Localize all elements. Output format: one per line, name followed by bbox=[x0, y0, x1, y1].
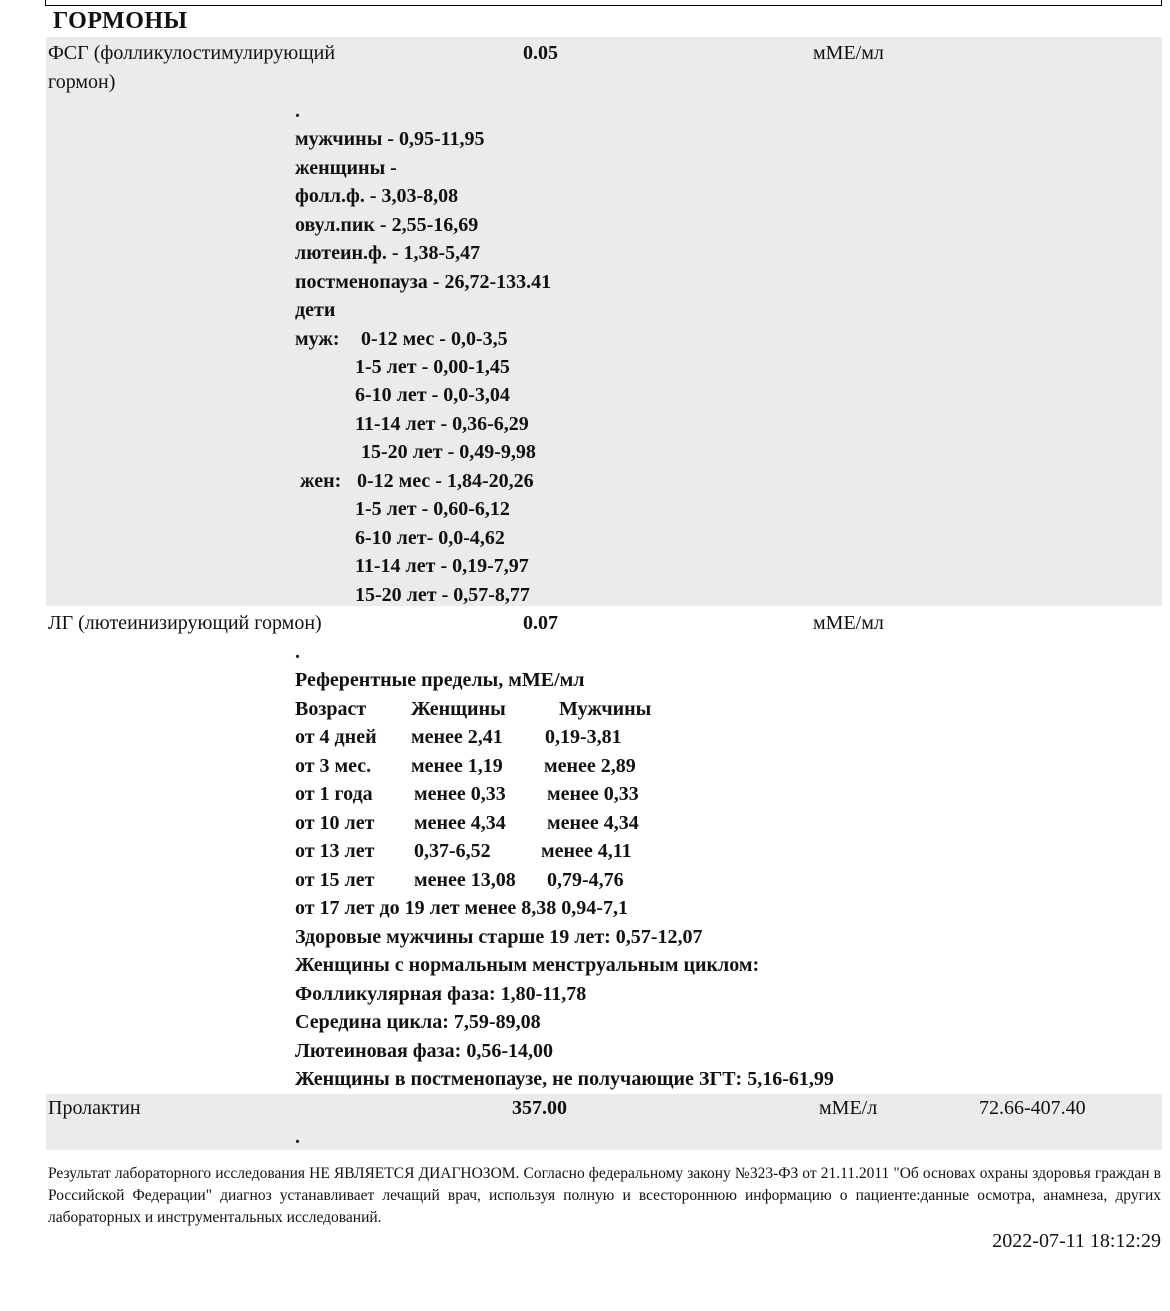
disclaimer-text: Результат лабораторного исследования НЕ ЯВЛЯЕТСЯ ДИАГНОЗОМ. Согласно федеральному закону №323-ФЗ от 21.11.2011 "Об основах охраны здоровья граждан в Российской Федерации" диагноз устанавливает лечащий врач, используя полную и всестороннюю информацию о пациенте:данные осмотра, анамнеза, других лабораторных и инструментальных исследований. bbox=[48, 1165, 1161, 1226]
note-line: Фолликулярная фаза: 1,80-11,78 bbox=[295, 983, 587, 1005]
note-line: 6-10 лет- 0,0-4,62 bbox=[355, 527, 505, 549]
ref-table-cell: менее 2,41 bbox=[411, 726, 503, 748]
note-label-male: муж: bbox=[295, 328, 340, 350]
ref-table-header: Мужчины bbox=[559, 698, 652, 720]
test-row-fsh-background bbox=[46, 37, 1162, 606]
test-reference: 72.66-407.40 bbox=[979, 1097, 1086, 1119]
ref-table-header: Возраст bbox=[295, 698, 367, 720]
ref-title: Референтные пределы, мМЕ/мл bbox=[295, 669, 585, 691]
ref-table-cell: от 4 дней bbox=[295, 726, 377, 748]
note-line: женщины - bbox=[295, 157, 397, 179]
note-line: лютеин.ф. - 1,38-5,47 bbox=[295, 242, 481, 264]
note-line: Лютеиновая фаза: 0,56-14,00 bbox=[295, 1040, 553, 1062]
note-line: 0-12 мес - 1,84-20,26 bbox=[357, 470, 534, 492]
ref-table-cell: менее 0,33 bbox=[414, 783, 506, 805]
note-line: 1-5 лет - 0,00-1,45 bbox=[355, 356, 510, 378]
note-line: Середина цикла: 7,59-89,08 bbox=[295, 1011, 541, 1033]
note-line: Женщины в постменопаузе, не получающие ЗГТ: 5,16-61,99 bbox=[295, 1068, 834, 1090]
note-line: 11-14 лет - 0,36-6,29 bbox=[355, 413, 529, 435]
ref-table-cell: 0,79-4,76 bbox=[547, 869, 624, 891]
test-unit: мМЕ/л bbox=[819, 1097, 878, 1119]
ref-table-cell: менее 0,33 bbox=[547, 783, 639, 805]
ref-table-cell: 0,19-3,81 bbox=[545, 726, 622, 748]
report-timestamp: 2022-07-11 18:12:29 bbox=[992, 1230, 1161, 1252]
test-value: 0.05 bbox=[523, 42, 558, 64]
note-dot: . bbox=[295, 1126, 300, 1148]
note-line: 15-20 лет - 0,57-8,77 bbox=[355, 584, 530, 606]
note-label-female: жен: bbox=[300, 470, 342, 492]
test-unit: мМЕ/мл bbox=[813, 42, 884, 64]
test-name: Пролактин bbox=[48, 1097, 141, 1119]
ref-table-cell: менее 13,08 bbox=[414, 869, 516, 891]
test-name: ФСГ (фолликулостимулирующий гормон) bbox=[48, 42, 336, 93]
test-unit: мМЕ/мл bbox=[813, 612, 884, 634]
ref-table-cell: 0,37-6,52 bbox=[414, 840, 491, 862]
note-line: дети bbox=[295, 299, 336, 321]
note-line: Здоровые мужчины старше 19 лет: 0,57-12,07 bbox=[295, 926, 703, 948]
note-dot: . bbox=[295, 641, 300, 663]
ref-table-cell: от 15 лет bbox=[295, 869, 375, 891]
test-value: 0.07 bbox=[523, 612, 558, 634]
note-line: постменопауза - 26,72-133.41 bbox=[295, 271, 552, 293]
ref-table-cell: от 10 лет bbox=[295, 812, 375, 834]
ref-table-cell: от 3 мес. bbox=[295, 755, 372, 777]
note-line: фолл.ф. - 3,03-8,08 bbox=[295, 185, 459, 207]
ref-table-cell: от 1 года bbox=[295, 783, 373, 805]
note-line: 1-5 лет - 0,60-6,12 bbox=[355, 498, 510, 520]
table-top-border bbox=[45, 0, 1162, 6]
note-line: 0-12 мес - 0,0-3,5 bbox=[361, 328, 508, 350]
ref-table-cell: менее 4,11 bbox=[541, 840, 632, 862]
note-line: овул.пик - 2,55-16,69 bbox=[295, 214, 479, 236]
note-dot: . bbox=[295, 100, 300, 122]
ref-table-cell: от 13 лет bbox=[295, 840, 375, 862]
ref-table-header: Женщины bbox=[411, 698, 506, 720]
note-line: 15-20 лет - 0,49-9,98 bbox=[361, 441, 536, 463]
test-name: ЛГ (лютеинизирующий гормон) bbox=[48, 612, 322, 634]
ref-table-cell: менее 4,34 bbox=[414, 812, 506, 834]
ref-table-cell: менее 2,89 bbox=[544, 755, 636, 777]
note-line: мужчины - 0,95-11,95 bbox=[295, 128, 485, 150]
ref-table-cell: менее 4,34 bbox=[547, 812, 639, 834]
note-line: от 17 лет до 19 лет менее 8,38 0,94-7,1 bbox=[295, 897, 628, 919]
note-line: 11-14 лет - 0,19-7,97 bbox=[355, 555, 529, 577]
section-title: ГОРМОНЫ bbox=[53, 8, 188, 34]
ref-table-cell: менее 1,19 bbox=[411, 755, 503, 777]
test-value: 357.00 bbox=[512, 1097, 567, 1119]
note-line: 6-10 лет - 0,0-3,04 bbox=[355, 384, 510, 406]
note-line: Женщины с нормальным менструальным циклом: bbox=[295, 954, 760, 976]
